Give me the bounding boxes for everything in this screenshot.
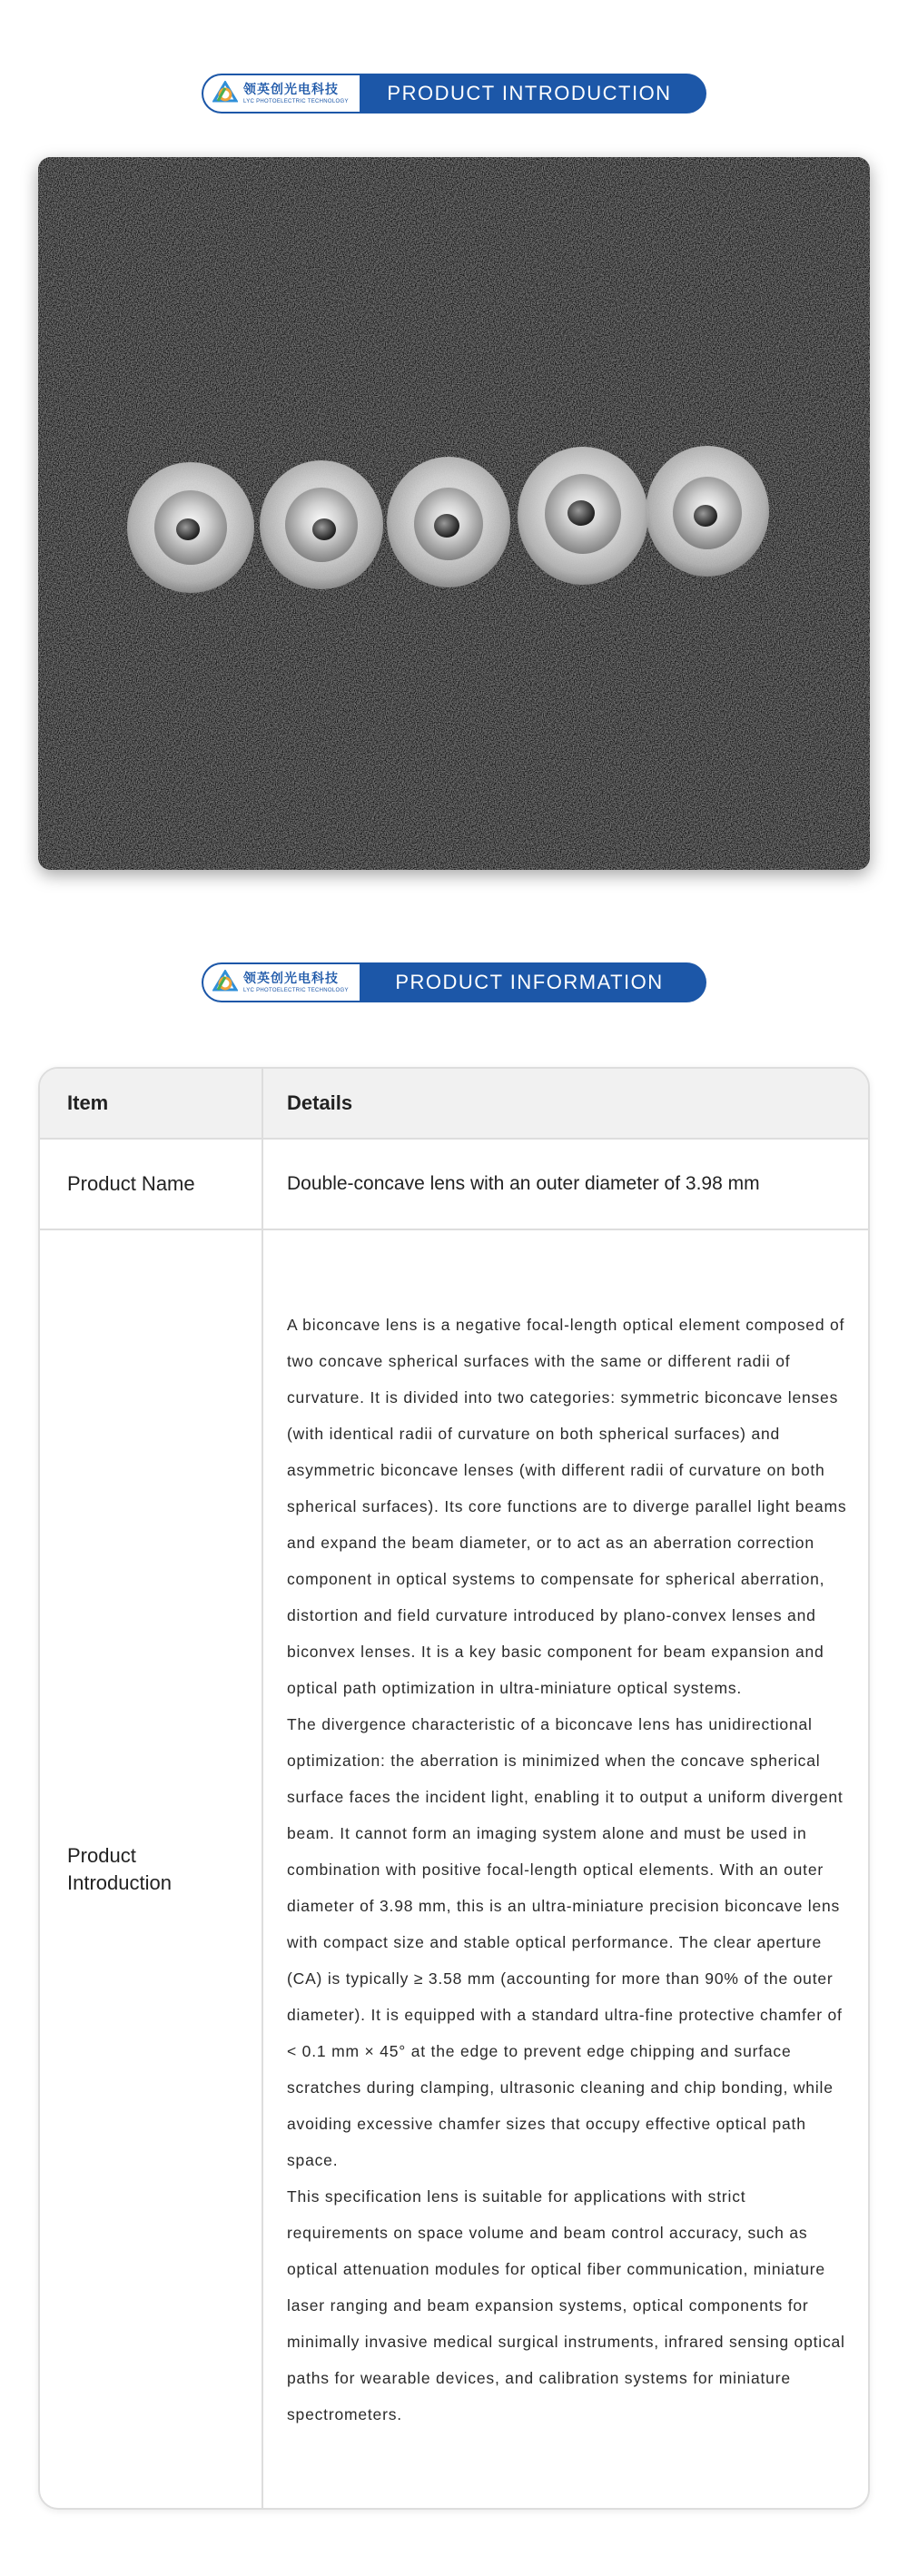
column-header-details: Details <box>287 1091 353 1114</box>
product-photo <box>38 157 870 870</box>
lens-product-image <box>38 157 870 870</box>
section-title: PRODUCT INFORMATION <box>360 962 706 1002</box>
section-title: PRODUCT INTRODUCTION <box>360 74 706 114</box>
lens-3 <box>387 457 510 587</box>
intro-paragraph-1: A biconcave lens is a negative focal-length optical element composed of two concave spherical surfaces with the same or different radii of curvature. It is divided into two categories: symmetric biconcave lenses (with identical radii of curvature on both spherical surfaces) and asymmetric biconcave lenses (with different radii of curvature on both spherical surfaces). Its core functions are to diverge parallel light beams and expand the beam diameter, or to act as an aberration correction component in optical systems to compensate for spherical aberration, distortion and field curvature introduced by plano-convex lenses and biconvex lenses. It is a key basic component for beam expansion and optical path optimization in ultra-miniature optical systems. <box>287 1315 847 1697</box>
brand-logo-icon <box>212 970 238 995</box>
table-header-row <box>40 1069 868 1140</box>
section-banner-introduction <box>202 74 706 114</box>
intro-paragraph-2: The divergence characteristic of a biconcave lens has unidirectional optimization: the aberration is minimized when the concave spherical surface faces the incident light, enabling it to output a uniform divergent beam. It cannot form an imaging system alone and must be used in combination with positive focal-length optical elements. With an outer diameter of 3.98 mm, this is an ultra-miniature precision biconcave lens with compact size and stable optical performance. The clear aperture (CA) is typically ≥ 3.58 mm (accounting for more than 90% of the outer diameter). It is equipped with a standard ultra-fine protective chamfer of < 0.1 mm × 45° at the edge to prevent edge chipping and surface scratches during clamping, ultrasonic cleaning and chip bonding, while avoiding excessive chamfer sizes that occupy effective optical path space. <box>287 1714 844 2169</box>
product-introduction-text <box>287 1307 852 2433</box>
lens-1 <box>127 462 254 593</box>
product-name-label: Product Name <box>40 1140 263 1229</box>
brand-logo-icon <box>212 81 238 106</box>
lens-4 <box>518 447 648 585</box>
lens-2 <box>260 460 383 589</box>
product-info-table <box>38 1067 870 2510</box>
intro-paragraph-3: This specification lens is suitable for applications with strict requirements on space volume and beam control accuracy, such as optical attenuation modules for optical fiber communication, miniature laser ranging and beam expansion systems, optical components for minimally invasive medical surgical instruments, infrared sensing optical paths for wearable devices, and calibration systems for miniature spectrometers. <box>287 2186 845 2423</box>
brand-name-cn: 领英创光电科技 <box>243 82 339 97</box>
table-row-product-introduction <box>40 1230 868 2508</box>
product-name-value: Double-concave lens with an outer diameter of 3.98 mm <box>287 1173 760 1194</box>
product-introduction-cell <box>263 1230 868 2508</box>
table-row-product-name <box>40 1140 868 1230</box>
brand-name-en: LYC PHOTOELECTRIC TECHNOLOGY <box>243 987 349 993</box>
column-header-item: Item <box>40 1069 263 1138</box>
section-banner-information <box>202 962 706 1002</box>
product-introduction-label: Product Introduction <box>40 1230 263 2508</box>
brand-logo <box>202 962 360 1002</box>
brand-logo <box>202 74 360 114</box>
brand-name-en: LYC PHOTOELECTRIC TECHNOLOGY <box>243 98 349 104</box>
lens-5 <box>646 446 769 577</box>
brand-name-cn: 领英创光电科技 <box>243 971 339 986</box>
